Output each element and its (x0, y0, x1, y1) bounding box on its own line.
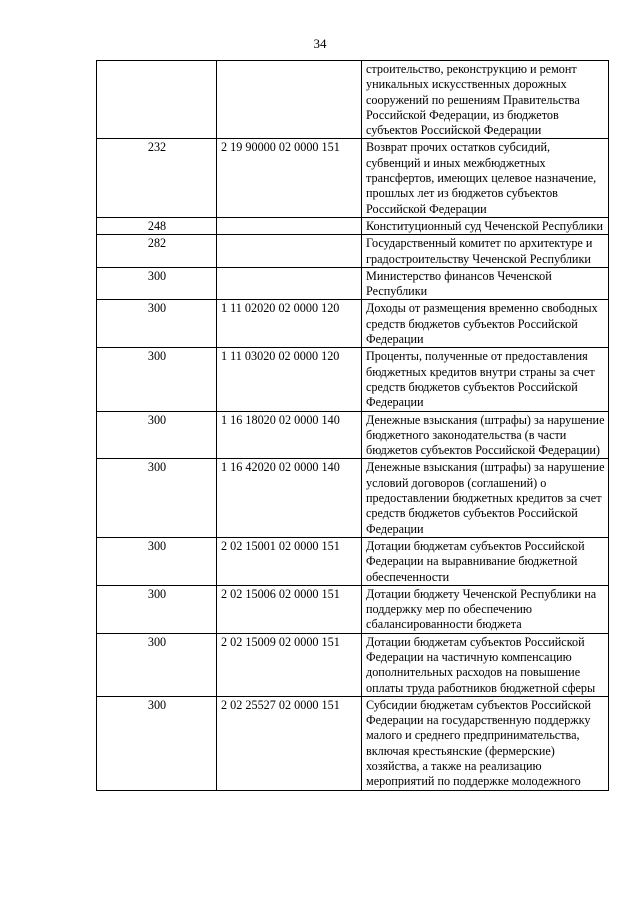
revenue-name-cell: Возврат прочих остатков субсидий, субвенций и иных межбюджетных трансфертов, имеющих целевое назначение, прошлых лет из бюджетов субъектов Российской Федерации (362, 139, 609, 217)
kbk-cell: 2 02 15009 02 0000 151 (217, 633, 362, 696)
admin-code-cell: 300 (97, 267, 217, 300)
revenue-name-cell: Денежные взыскания (штрафы) за нарушение бюджетного законодательства (в части бюджетов субъектов Российской Федерации) (362, 411, 609, 459)
admin-code-cell: 300 (97, 537, 217, 585)
revenue-administrators-table (96, 60, 609, 791)
revenue-name-cell: Министерство финансов Чеченской Республики (362, 267, 609, 300)
table-row (97, 696, 609, 790)
admin-code-cell: 300 (97, 459, 217, 537)
table-row (97, 267, 609, 300)
kbk-cell (217, 235, 362, 268)
admin-code-cell: 300 (97, 348, 217, 411)
table-row (97, 633, 609, 696)
kbk-cell (217, 61, 362, 139)
revenue-name-cell: Субсидии бюджетам субъектов Российской Федерации на государственную поддержку малого и среднего предпринимательства, включая крестьянские (фермерские) хозяйства, а также на реализацию мероприятий по поддержке молодежного (362, 696, 609, 790)
table-row (97, 139, 609, 217)
admin-code-cell: 300 (97, 300, 217, 348)
table-row (97, 585, 609, 633)
table-row (97, 61, 609, 139)
admin-code-cell: 300 (97, 411, 217, 459)
admin-code-cell: 300 (97, 696, 217, 790)
table-row (97, 537, 609, 585)
kbk-cell (217, 267, 362, 300)
revenue-name-cell: Дотации бюджетам субъектов Российской Федерации на выравнивание бюджетной обеспеченности (362, 537, 609, 585)
revenue-name-cell: Денежные взыскания (штрафы) за нарушение условий договоров (соглашений) о предоставлении бюджетных кредитов за счет средств бюджетов субъектов Российской Федерации (362, 459, 609, 537)
table-row (97, 411, 609, 459)
admin-code-cell: 248 (97, 217, 217, 234)
kbk-cell: 2 02 15001 02 0000 151 (217, 537, 362, 585)
revenue-name-cell: Дотации бюджету Чеченской Республики на поддержку мер по обеспечению сбалансированности бюджета (362, 585, 609, 633)
kbk-cell: 2 19 90000 02 0000 151 (217, 139, 362, 217)
kbk-cell: 1 16 42020 02 0000 140 (217, 459, 362, 537)
table-row (97, 459, 609, 537)
revenue-name-cell: Государственный комитет по архитектуре и градостроительству Чеченской Республики (362, 235, 609, 268)
kbk-cell: 2 02 25527 02 0000 151 (217, 696, 362, 790)
kbk-cell: 1 16 18020 02 0000 140 (217, 411, 362, 459)
admin-code-cell: 300 (97, 633, 217, 696)
kbk-cell: 1 11 03020 02 0000 120 (217, 348, 362, 411)
admin-code-cell: 232 (97, 139, 217, 217)
admin-code-cell: 300 (97, 585, 217, 633)
admin-code-cell: 282 (97, 235, 217, 268)
kbk-cell (217, 217, 362, 234)
revenue-name-cell: Проценты, полученные от предоставления бюджетных кредитов внутри страны за счет средств бюджетов субъектов Российской Федерации (362, 348, 609, 411)
table-row (97, 348, 609, 411)
revenue-name-cell: Дотации бюджетам субъектов Российской Федерации на частичную компенсацию дополнительных расходов на повышение оплаты труда работников бюджетной сферы (362, 633, 609, 696)
revenue-name-cell: Доходы от размещения временно свободных средств бюджетов субъектов Российской Федерации (362, 300, 609, 348)
table-row (97, 217, 609, 234)
table-row (97, 300, 609, 348)
page-number: 34 (313, 36, 327, 51)
kbk-cell: 1 11 02020 02 0000 120 (217, 300, 362, 348)
admin-code-cell (97, 61, 217, 139)
revenue-name-cell: Конституционный суд Чеченской Республики (362, 217, 609, 234)
kbk-cell: 2 02 15006 02 0000 151 (217, 585, 362, 633)
table-row (97, 235, 609, 268)
revenue-name-cell: строительство, реконструкцию и ремонт уникальных искусственных дорожных сооружений по решениям Правительства Российской Федерации, из бюджетов субъектов Российской Федерации (362, 61, 609, 139)
